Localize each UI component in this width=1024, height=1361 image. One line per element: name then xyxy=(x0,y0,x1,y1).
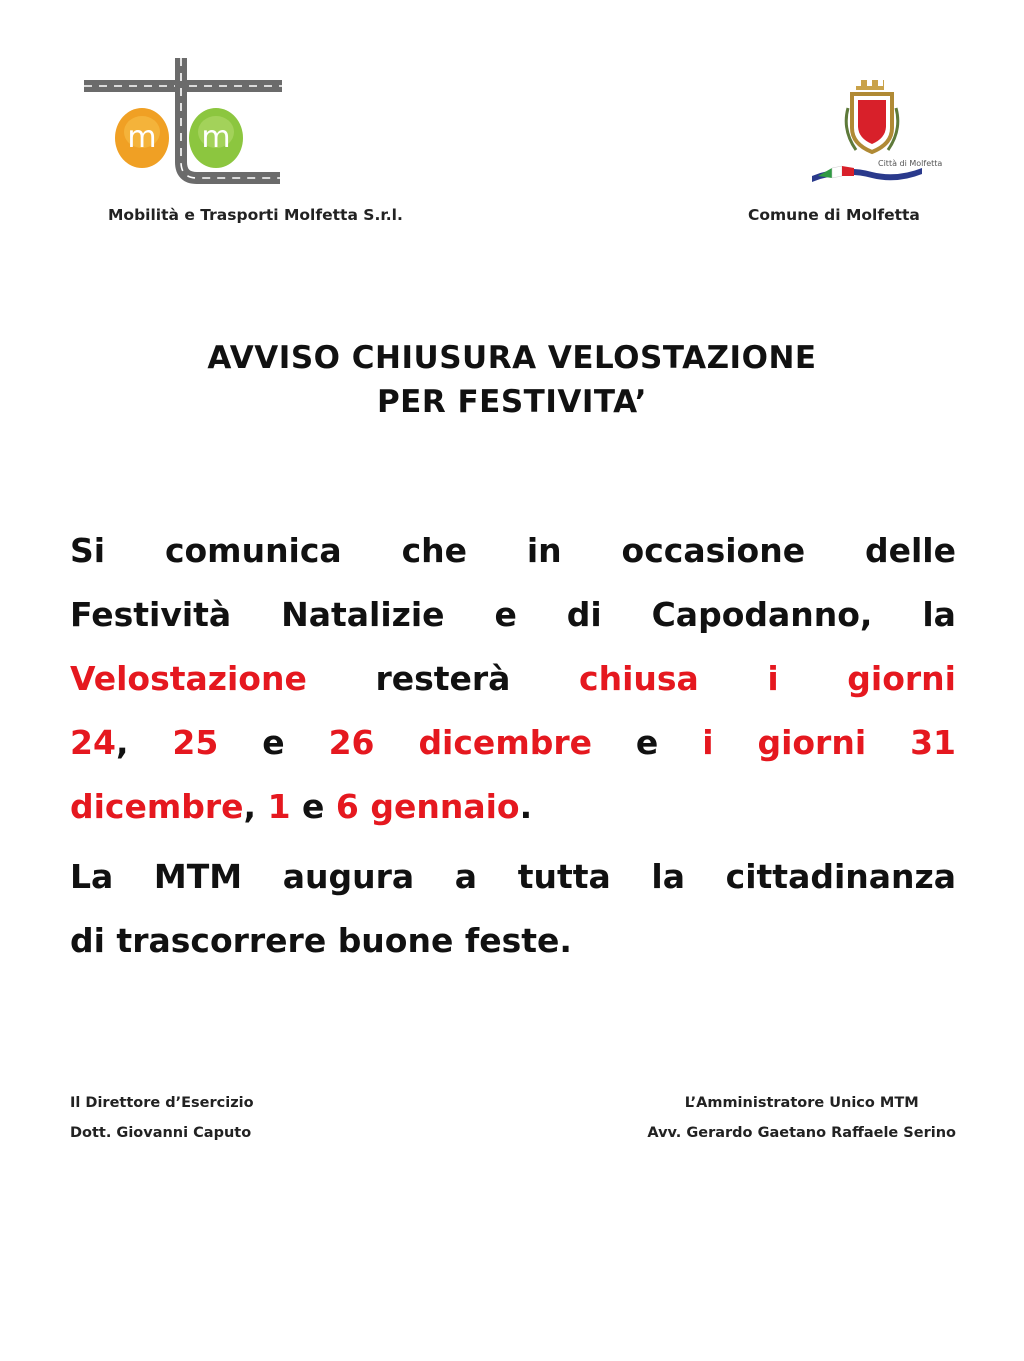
date-highlight: 6 gennaio xyxy=(335,787,520,826)
word: Festività xyxy=(70,595,232,634)
velostazione-highlight: Velostazione xyxy=(70,659,307,698)
notice-title-line-1: AVVISO CHIUSURA VELOSTAZIONE xyxy=(207,340,817,376)
word-highlight: giorni xyxy=(757,723,867,762)
word: di xyxy=(566,595,602,634)
date-highlight: 26 xyxy=(328,723,375,762)
comma: , xyxy=(115,723,129,762)
date-highlight: 24 xyxy=(70,723,116,762)
word: resterà xyxy=(375,659,511,698)
word: occasione xyxy=(621,531,806,570)
signature-name: Avv. Gerardo Gaetano Raffaele Serino xyxy=(647,1125,956,1141)
text: . xyxy=(519,787,533,826)
body-line-6 xyxy=(70,856,956,898)
word: Capodanno, xyxy=(651,595,873,634)
word-highlight: i xyxy=(702,723,714,762)
word-highlight: giorni xyxy=(847,659,956,698)
signature-role: L’Amministratore Unico MTM xyxy=(684,1095,919,1111)
word: comunica xyxy=(164,531,342,570)
word: che xyxy=(401,531,467,570)
word: e xyxy=(635,723,659,762)
body-line-2 xyxy=(70,594,956,636)
word: La xyxy=(70,857,114,896)
word: la xyxy=(922,595,956,634)
word: tutta xyxy=(517,857,611,896)
notice-title xyxy=(0,336,1024,424)
notice-body xyxy=(70,530,956,984)
company-name-mtm: Mobilità e Trasporti Molfetta S.r.l. xyxy=(108,206,403,224)
word: in xyxy=(526,531,562,570)
word-highlight: chiusa xyxy=(579,659,699,698)
text: , xyxy=(243,787,268,826)
svg-text:m: m xyxy=(127,120,157,155)
word: e xyxy=(494,595,517,634)
word: la xyxy=(651,857,686,896)
body-line-5 xyxy=(70,786,956,828)
date-highlight: 1 xyxy=(267,787,291,826)
body-line-7: di trascorrere buone feste. xyxy=(70,921,572,960)
word: delle xyxy=(864,531,956,570)
word: Natalizie xyxy=(281,595,445,634)
word: cittadinanza xyxy=(725,857,956,896)
word: Si xyxy=(70,531,106,570)
company-name-comune: Comune di Molfetta xyxy=(748,206,920,224)
body-line-1 xyxy=(70,530,956,572)
word-group xyxy=(70,722,128,764)
signature-left xyxy=(70,1088,254,1148)
word: a xyxy=(454,857,478,896)
signature-right xyxy=(647,1088,956,1148)
body-line-3 xyxy=(70,658,956,700)
signature-role: Il Direttore d’Esercizio xyxy=(70,1095,254,1111)
word-highlight: i xyxy=(767,659,779,698)
crest-caption: Città di Molfetta xyxy=(878,159,943,168)
text: e xyxy=(290,787,336,826)
word: augura xyxy=(282,857,415,896)
svg-text:m: m xyxy=(201,120,231,155)
date-highlight: dicembre xyxy=(418,723,592,762)
word: MTM xyxy=(153,857,243,896)
mtm-logo xyxy=(78,52,288,192)
mtm-road-logo-icon xyxy=(78,52,288,192)
date-highlight: dicembre xyxy=(70,787,244,826)
signature-name: Dott. Giovanni Caputo xyxy=(70,1125,252,1141)
word: e xyxy=(262,723,285,762)
date-highlight: 25 xyxy=(172,723,219,762)
date-highlight: 31 xyxy=(910,723,956,762)
body-line-4 xyxy=(70,722,956,764)
coat-of-arms-icon xyxy=(812,78,943,190)
notice-title-line-2: PER FESTIVITA’ xyxy=(376,384,648,420)
